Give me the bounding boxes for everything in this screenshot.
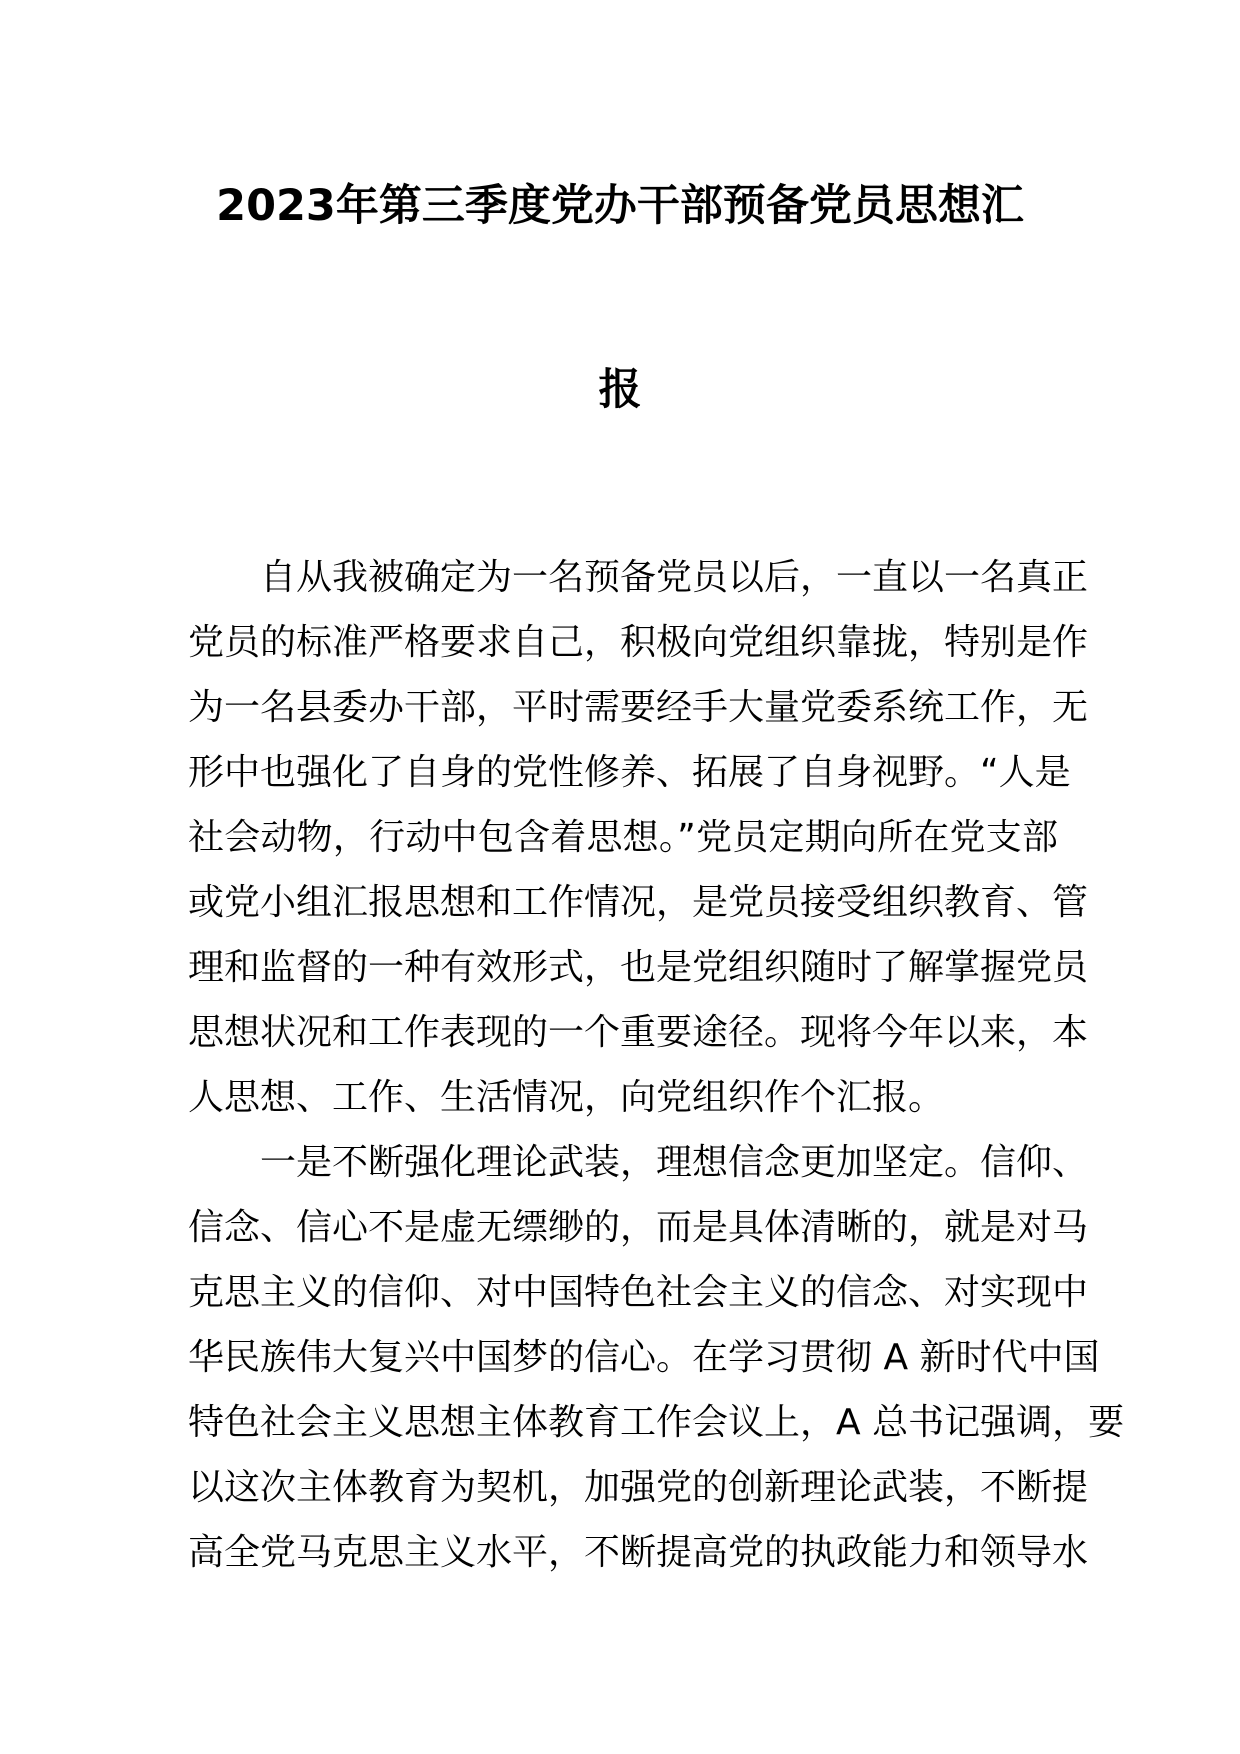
text-line: 人思想、工作、生活情况，向党组织作个汇报。 (188, 1077, 945, 1118)
text-line: 自从我被确定为一名预备党员以后，一直以一名真正 (260, 557, 1089, 598)
text-line: 社会动物，行动中包含着思想。”党员定期向所在党支部 (188, 817, 1058, 858)
text-line: 理和监督的一种有效形式，也是党组织随时了解掌握党员 (188, 947, 1089, 988)
text-line: 形中也强化了自身的党性修养、拓展了自身视野。“人是 (188, 752, 1071, 793)
text-line: 思想状况和工作表现的一个重要途径。现将今年以来，本 (188, 1012, 1089, 1053)
text-line: 克思主义的信仰、对中国特色社会主义的信念、对实现中 (188, 1272, 1089, 1313)
document-title-continuation: 报 (598, 365, 642, 415)
paragraph-intro (188, 545, 1089, 1130)
text-line: 为一名县委办干部，平时需要经手大量党委系统工作，无 (188, 687, 1089, 728)
text-line: 或党小组汇报思想和工作情况，是党员接受组织教育、管 (188, 882, 1089, 923)
text-line: 华民族伟大复兴中国梦的信心。在学习贯彻 A 新时代中国 (188, 1337, 1100, 1378)
text-line: 高全党马克思主义水平，不断提高党的执政能力和领导水 (188, 1532, 1089, 1573)
text-line: 党员的标准严格要求自己，积极向党组织靠拢，特别是作 (188, 622, 1089, 663)
paragraph-theory (188, 1130, 1125, 1585)
text-line: 特色社会主义思想主体教育工作会议上，A 总书记强调，要 (188, 1402, 1125, 1443)
text-line: 一是不断强化理论武装，理想信念更加坚定。信仰、 (260, 1142, 1089, 1183)
document-title: 2023年第三季度党办干部预备党员思想汇 (216, 181, 1024, 231)
document-body (188, 545, 1125, 1585)
text-line: 信念、信心不是虚无缥缈的，而是具体清晰的，就是对马 (188, 1207, 1089, 1248)
text-line: 以这次主体教育为契机，加强党的创新理论武装，不断提 (188, 1467, 1089, 1508)
